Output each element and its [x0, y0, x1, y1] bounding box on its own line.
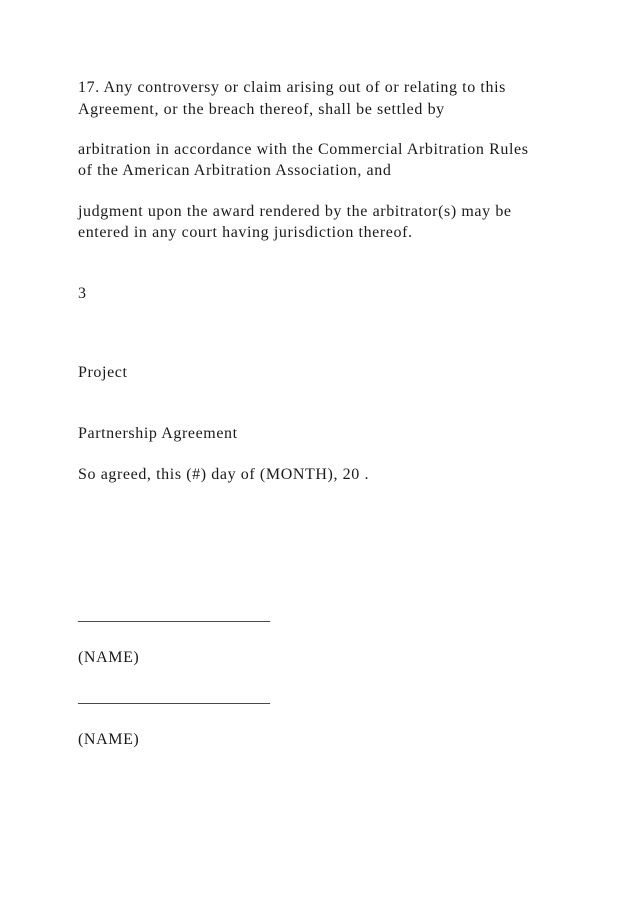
header-title: Partnership Agreement	[78, 425, 238, 442]
clause-17-line-1: 17. Any controversy or claim arising out of or relating to this	[78, 79, 506, 96]
signature-line-1: ________________________	[78, 607, 270, 624]
header-project: Project	[78, 364, 128, 381]
clause-17-line-5: judgment upon the award rendered by the arbitrator(s) may be	[78, 203, 512, 220]
clause-17-line-6: entered in any court having jurisdiction thereof.	[78, 224, 413, 241]
signature-name-1: (NAME)	[78, 649, 140, 666]
clause-17-line-2: Agreement, or the breach thereof, shall be settled by	[78, 101, 445, 118]
signature-name-2: (NAME)	[78, 731, 140, 748]
clause-17-line-3: arbitration in accordance with the Commercial Arbitration Rules	[78, 141, 529, 158]
clause-17-line-4: of the American Arbitration Association, and	[78, 162, 392, 179]
agreement-line: So agreed, this (#) day of (MONTH), 20 .	[78, 466, 370, 483]
signature-line-2: ________________________	[78, 689, 270, 706]
page-number: 3	[78, 285, 87, 302]
